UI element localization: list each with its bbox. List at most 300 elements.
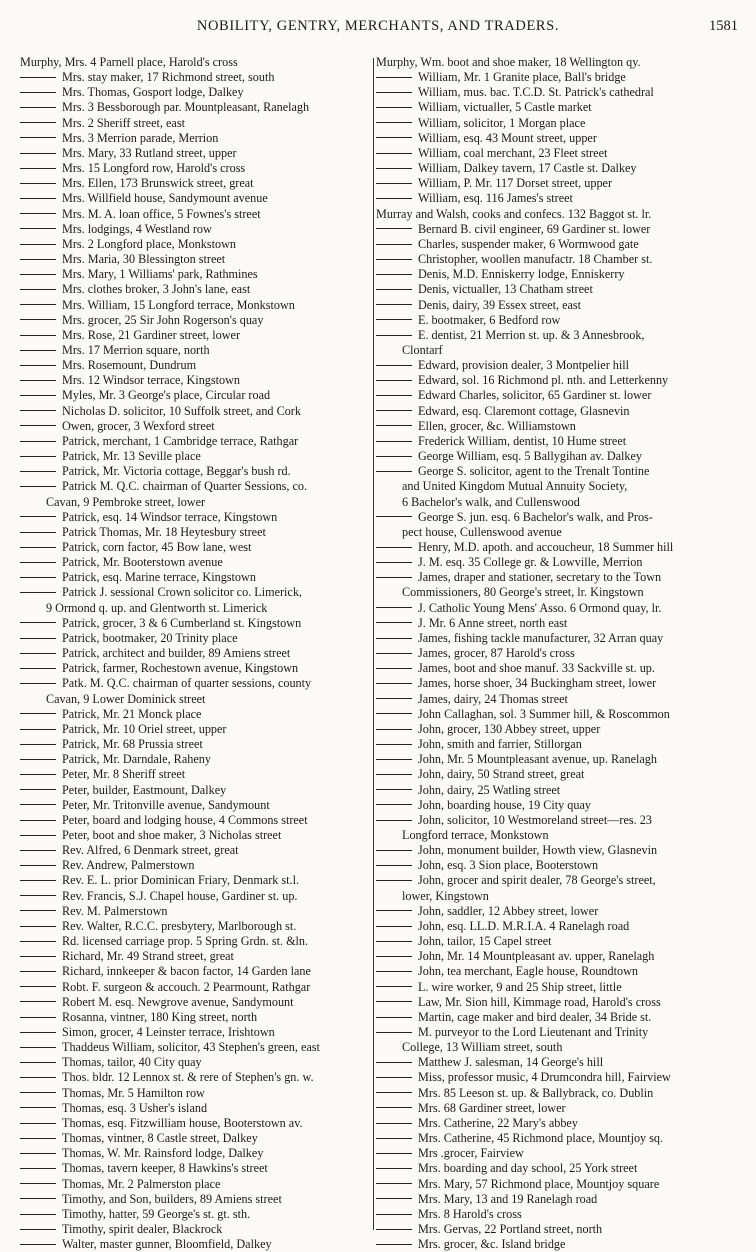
entry-text: John, Mr. 5 Mountpleasant avenue, up. Ranelagh [418, 752, 657, 767]
ditto-dash [376, 304, 412, 305]
directory-entry [376, 298, 742, 313]
directory-entry [376, 540, 742, 555]
directory-entry [20, 252, 372, 267]
ditto-dash [20, 1017, 56, 1018]
entry-text: Rd. licensed carriage prop. 5 Spring Grdn. st. &ln. [62, 934, 309, 949]
ditto-dash [20, 789, 56, 790]
directory-entry [376, 570, 742, 585]
ditto-dash [376, 562, 412, 563]
ditto-dash [20, 1244, 56, 1245]
directory-entry [376, 1070, 742, 1085]
ditto-dash [376, 319, 412, 320]
entry-text: Simon, grocer, 4 Leinster terrace, Irishtown [62, 1025, 275, 1039]
ditto-dash [376, 365, 412, 366]
entry-text: Patrick, grocer, 3 & 6 Cumberland st. Kingstown [62, 615, 302, 630]
entry-text: Mrs. Willfield house, Sandymount avenue [62, 191, 268, 206]
entry-text: Frederick William, dentist, 10 Hume street [418, 433, 627, 448]
entry-text: Rev. M. Palmerstown [62, 903, 168, 918]
ditto-dash [20, 835, 56, 836]
directory-entry [376, 282, 742, 297]
directory-entry [20, 388, 372, 403]
entry-text: Matthew J. salesman, 14 George's hill [418, 1055, 604, 1070]
entry-text: William, Dalkey tavern, 17 Castle st. Dalkey [418, 161, 637, 176]
ditto-dash [20, 471, 56, 472]
ditto-dash [376, 774, 412, 775]
ditto-dash [20, 380, 56, 381]
ditto-dash [20, 956, 56, 957]
entry-text: Murray and Walsh, cooks and confecs. 132 Baggot st. lr. [376, 206, 652, 221]
ditto-dash [20, 289, 56, 290]
entry-text: John, smith and farrier, Stillorgan [418, 737, 582, 752]
directory-entry [376, 631, 742, 646]
directory-entry [376, 1146, 742, 1161]
entry-text: Peter, board and lodging house, 4 Commons street [62, 812, 308, 827]
ditto-dash [376, 1062, 412, 1063]
directory-entry [20, 980, 372, 995]
ditto-dash [376, 865, 412, 866]
entry-text: Mrs. Mary, 57 Richmond place, Mountjoy square [418, 1176, 660, 1191]
directory-entry [20, 1146, 372, 1161]
entry-text: Patrick, corn factor, 45 Bow lane, west [62, 540, 252, 554]
entry-text: William, coal merchant, 23 Fleet street [418, 145, 608, 160]
entry-text: William, Mr. 1 Granite place, Ball's bridge [418, 70, 626, 85]
directory-entry [20, 434, 372, 449]
ditto-dash [376, 516, 412, 517]
entry-text: John, dairy, 50 Strand street, great [418, 767, 585, 782]
entry-text: Patrick Thomas, Mr. 18 Heytesbury street [62, 524, 266, 539]
entry-text: Peter, Mr. Tritonville avenue, Sandymount [62, 797, 270, 812]
entry-text: Thaddeus William, solicitor, 43 Stephen's green, east [62, 1040, 320, 1055]
directory-entry [376, 388, 742, 403]
ditto-dash [376, 1214, 412, 1215]
directory-entry [20, 828, 372, 843]
entry-text: William, victualler, 5 Castle market [418, 100, 592, 115]
entry-text: Patrick, Mr. 13 Seville place [62, 449, 201, 464]
ditto-dash [20, 365, 56, 366]
ditto-dash [20, 850, 56, 851]
entry-text: George S. solicitor, agent to the Trenalt Tontine [418, 464, 650, 479]
directory-entry [20, 1161, 372, 1176]
ditto-dash [376, 153, 412, 154]
entry-text: Thomas, tailor, 40 City quay [62, 1055, 202, 1070]
entry-text: Mrs. clothes broker, 3 John's lane, east [62, 282, 251, 297]
entry-text: Patrick, Mr. Booterstown avenue [62, 555, 223, 570]
directory-entry [376, 1010, 742, 1025]
ditto-dash [376, 1123, 412, 1124]
directory-entry [20, 585, 372, 600]
ditto-dash [376, 986, 412, 987]
directory-entry [20, 737, 372, 752]
ditto-dash [20, 137, 56, 138]
entry-continuation: College, 13 William street, south [402, 1040, 563, 1055]
ditto-dash [20, 622, 56, 623]
directory-entry [376, 161, 742, 176]
directory-entry [376, 1101, 742, 1116]
ditto-dash [376, 683, 412, 684]
entry-continuation: lower, Kingstown [402, 888, 489, 903]
ditto-dash [376, 471, 412, 472]
directory-entry [376, 237, 742, 252]
entry-text: Mrs. Thomas, Gosport lodge, Dalkey [62, 85, 244, 100]
directory-entry [20, 1086, 372, 1101]
entry-text: Timothy, spirit dealer, Blackrock [62, 1222, 223, 1237]
directory-entry [20, 1177, 372, 1192]
directory-entry [20, 767, 372, 782]
ditto-dash [20, 335, 56, 336]
directory-entry [20, 1055, 372, 1070]
entry-text: Patrick, esq. 14 Windsor terrace, Kingstown [62, 509, 278, 524]
entry-text: Mrs. lodgings, 4 Westland row [62, 221, 212, 236]
entry-text: John, esq. 3 Sion place, Booterstown [418, 858, 599, 873]
ditto-dash [20, 319, 56, 320]
entry-text: Charles, suspender maker, 6 Wormwood gate [418, 236, 639, 251]
entry-text: E. dentist, 21 Merrion st. up. & 3 Annesbrook, [418, 327, 645, 342]
directory-entry [376, 949, 742, 964]
directory-entry [376, 676, 742, 691]
directory-entry [20, 555, 372, 570]
ditto-dash [20, 926, 56, 927]
directory-entry [376, 222, 742, 237]
entry-text: M. purveyor to the Lord Lieutenant and Trinity [418, 1025, 649, 1039]
directory-entry [20, 661, 372, 676]
entry-text: Mrs. M. A. loan office, 5 Fownes's street [62, 206, 261, 221]
entry-continuation: and United Kingdom Mutual Annuity Society, [402, 479, 628, 494]
directory-entry [20, 616, 372, 631]
entry-text: Mrs. grocer, &c. Island bridge [418, 1237, 566, 1252]
directory-entry [20, 313, 372, 328]
directory-entry [20, 131, 372, 146]
entry-text: Denis, M.D. Enniskerry lodge, Enniskerry [418, 267, 625, 282]
ditto-dash [20, 395, 56, 396]
entry-continuation: Cavan, 9 Pembroke street, lower [46, 494, 206, 509]
ditto-dash [376, 1198, 412, 1199]
directory-entry [20, 1010, 372, 1025]
directory-entry [376, 767, 742, 782]
ditto-dash [20, 547, 56, 548]
entry-text: J. Mr. 6 Anne street, north east [418, 615, 568, 630]
directory-entry [376, 1222, 742, 1237]
directory-entry [376, 176, 742, 191]
entry-text: Thomas, Mr. 5 Hamilton row [62, 1085, 205, 1100]
directory-entry [376, 843, 742, 858]
entry-text: Mrs. Ellen, 173 Brunswick street, great [62, 176, 254, 191]
directory-entry [376, 191, 742, 206]
entry-text: James, dairy, 24 Thomas street [418, 691, 568, 706]
entry-text: John, Mr. 14 Mountpleasant av. upper, Ranelagh [418, 949, 655, 964]
entry-text: Rosanna, vintner, 180 King street, north [62, 1009, 258, 1024]
directory-entry [20, 798, 372, 813]
entry-continuation: Commissioners, 80 George's street, lr. Kingstown [402, 585, 644, 600]
ditto-dash [376, 137, 412, 138]
entry-text: Richard, innkeeper & bacon factor, 14 Garden lane [62, 964, 311, 979]
directory-entry [376, 1177, 742, 1192]
ditto-dash [376, 547, 412, 548]
ditto-dash [376, 789, 412, 790]
entry-text: Rev. Francis, S.J. Chapel house, Gardiner st. up. [62, 888, 298, 903]
entry-text: Thomas, esq. 3 Usher's island [62, 1100, 208, 1115]
entry-text: Henry, M.D. apoth. and accoucheur, 18 Summer hill [418, 540, 674, 554]
ditto-dash [376, 926, 412, 927]
entry-text: L. wire worker, 9 and 25 Ship street, little [418, 979, 622, 994]
entry-text: Owen, grocer, 3 Wexford street [62, 418, 215, 433]
ditto-dash [376, 1032, 412, 1033]
ditto-dash [20, 153, 56, 154]
entry-text: Mrs. Catherine, 45 Richmond place, Mountjoy sq. [418, 1131, 664, 1146]
ditto-dash [20, 456, 56, 457]
directory-entry [20, 813, 372, 828]
ditto-dash [376, 850, 412, 851]
entry-text: Edward, sol. 16 Richmond pl. nth. and Letterkenny [418, 373, 669, 388]
ditto-dash [20, 259, 56, 260]
directory-entry [376, 1025, 742, 1040]
entry-text: Mrs. Gervas, 22 Portland street, north [418, 1222, 603, 1237]
entry-text: Rev. E. L. prior Dominican Friary, Denmark st.l. [62, 873, 300, 888]
directory-entry [20, 222, 372, 237]
ditto-dash [376, 759, 412, 760]
ditto-dash [20, 744, 56, 745]
directory-entry [20, 464, 372, 479]
directory-entry [20, 904, 372, 919]
directory-entry [376, 873, 742, 888]
entry-text: Mrs. 2 Sheriff street, east [62, 115, 185, 130]
ditto-dash [20, 122, 56, 123]
ditto-dash [376, 1153, 412, 1154]
entry-text: Thomas, vintner, 8 Castle street, Dalkey [62, 1131, 258, 1146]
directory-entry [376, 146, 742, 161]
entry-continuation: 6 Bachelor's walk, and Cullenswood [402, 494, 580, 509]
ditto-dash [20, 1198, 56, 1199]
directory-entry [20, 191, 372, 206]
ditto-dash [376, 941, 412, 942]
ditto-dash [20, 77, 56, 78]
ditto-dash [376, 425, 412, 426]
entry-continuation: Clontarf [402, 342, 443, 357]
ditto-dash [20, 183, 56, 184]
entry-text: Mrs. 12 Windsor terrace, Kingstown [62, 373, 241, 388]
page-header [0, 18, 756, 40]
ditto-dash [376, 668, 412, 669]
directory-entry [376, 267, 742, 282]
ditto-dash [20, 1032, 56, 1033]
entry-text: Thomas, W. Mr. Rainsford lodge, Dalkey [62, 1146, 264, 1161]
ditto-dash [20, 168, 56, 169]
directory-entry [20, 146, 372, 161]
entry-text: Mrs .grocer, Fairview [418, 1146, 524, 1161]
ditto-dash [20, 1092, 56, 1093]
ditto-dash [376, 380, 412, 381]
directory-entry [20, 207, 372, 222]
ditto-dash [20, 577, 56, 578]
directory-entry [376, 207, 742, 222]
directory-entry [376, 328, 742, 343]
directory-entry [20, 343, 372, 358]
entry-text: Ellen, grocer, &c. Williamstown [418, 418, 576, 433]
directory-entry [376, 1192, 742, 1207]
entry-text: John, dairy, 25 Watling street [418, 782, 561, 797]
ditto-dash [20, 274, 56, 275]
entry-text: Thomas, esq. Fitzwilliam house, Booterstown av. [62, 1115, 303, 1130]
ditto-dash [20, 653, 56, 654]
directory-entry [376, 904, 742, 919]
entry-continuation: pect house, Cullenswood avenue [402, 524, 562, 539]
entry-text: Mrs. 3 Merrion parade, Merrion [62, 130, 219, 145]
ditto-dash [376, 410, 412, 411]
directory-entry [376, 313, 742, 328]
entry-text: Patrick, Mr. Darndale, Raheny [62, 752, 211, 767]
ditto-dash [20, 441, 56, 442]
directory-entry [20, 70, 372, 85]
ditto-dash [376, 577, 412, 578]
ditto-dash [20, 92, 56, 93]
directory-entry [376, 692, 742, 707]
ditto-dash [20, 516, 56, 517]
entry-text: William, solicitor, 1 Morgan place [418, 115, 586, 130]
ditto-dash [20, 880, 56, 881]
ditto-dash [376, 713, 412, 714]
ditto-dash [376, 607, 412, 608]
directory-entry [20, 1207, 372, 1222]
entry-text: Edward Charles, solicitor, 65 Gardiner st. lower [418, 388, 652, 403]
directory-entry [20, 1131, 372, 1146]
left-column [20, 55, 372, 1252]
ditto-dash [20, 1183, 56, 1184]
entry-text: John, monument builder, Howth view, Glasnevin [418, 843, 658, 858]
ditto-dash [20, 1153, 56, 1154]
entry-text: Denis, dairy, 39 Essex street, east [418, 297, 582, 312]
entry-text: Mrs. Maria, 30 Blessington street [62, 252, 226, 267]
ditto-dash [20, 1214, 56, 1215]
ditto-dash [20, 562, 56, 563]
ditto-dash [20, 941, 56, 942]
ditto-dash [20, 1123, 56, 1124]
directory-entry [376, 358, 742, 373]
entry-text: Rev. Andrew, Palmerstown [62, 858, 195, 873]
entry-text: William, mus. bac. T.C.D. St. Patrick's cathedral [418, 85, 654, 100]
ditto-dash [20, 213, 56, 214]
entry-text: Patrick, esq. Marine terrace, Kingstown [62, 570, 256, 585]
directory-entry [376, 555, 742, 570]
entry-text: E. bootmaker, 6 Bedford row [418, 312, 561, 327]
ditto-dash [376, 77, 412, 78]
directory-entry [376, 934, 742, 949]
entry-text: Mrs. 17 Merrion square, north [62, 342, 210, 357]
directory-entry [376, 858, 742, 873]
entry-text: Mrs. Mary, 13 and 19 Ranelagh road [418, 1191, 598, 1206]
directory-entry [20, 570, 372, 585]
directory-entry [20, 934, 372, 949]
directory-entry [376, 995, 742, 1010]
directory-entry [20, 843, 372, 858]
entry-text: James, draper and stationer, secretary to the Town [418, 570, 662, 585]
ditto-dash [376, 638, 412, 639]
ditto-dash [376, 183, 412, 184]
entry-text: Robt. F. surgeon & accouch. 2 Pearmount, Rathgar [62, 979, 311, 994]
directory-entry [20, 282, 372, 297]
directory-entry [376, 85, 742, 100]
directory-entry [376, 449, 742, 464]
ditto-dash [20, 1229, 56, 1230]
ditto-dash [376, 228, 412, 229]
ditto-dash [376, 1138, 412, 1139]
directory-entry [20, 100, 372, 115]
entry-continuation: 9 Ormond q. up. and Glentworth st. Limerick [46, 600, 268, 615]
directory-entry [376, 616, 742, 631]
directory-entry [376, 707, 742, 722]
ditto-dash [20, 410, 56, 411]
directory-entry [20, 707, 372, 722]
ditto-dash [376, 274, 412, 275]
ditto-dash [376, 1017, 412, 1018]
directory-entry [20, 328, 372, 343]
directory-entry [376, 1131, 742, 1146]
entry-text: William, esq. 43 Mount street, upper [418, 130, 597, 145]
directory-entry [20, 964, 372, 979]
ditto-dash [376, 910, 412, 911]
entry-text: J. M. esq. 35 College gr. & Lowville, Merrion [418, 555, 643, 570]
entry-text: Mrs. Mary, 33 Rutland street, upper [62, 145, 237, 160]
entry-text: John, tailor, 15 Capel street [418, 934, 552, 949]
entry-text: Patk. M. Q.C. chairman of quarter sessions, county [62, 676, 312, 691]
entry-text: Martin, cage maker and bird dealer, 34 Bride st. [418, 1009, 652, 1024]
ditto-dash [376, 1168, 412, 1169]
ditto-dash [376, 880, 412, 881]
ditto-dash [376, 1077, 412, 1078]
entry-text: Christopher, woollen manufactr. 18 Chamber st. [418, 252, 653, 267]
entry-text: George S. jun. esq. 6 Bachelor's walk, and Pros- [418, 509, 653, 524]
directory-entry [20, 510, 372, 525]
entry-text: J. Catholic Young Mens' Asso. 6 Ormond quay, lr. [418, 600, 662, 615]
entry-text: Mrs. Rose, 21 Gardiner street, lower [62, 327, 241, 342]
ditto-dash [376, 168, 412, 169]
entry-text: James, grocer, 87 Harold's cross [418, 646, 575, 661]
directory-entry [376, 646, 742, 661]
entry-continuation: Longford terrace, Monkstown [402, 827, 549, 842]
directory-entry [20, 873, 372, 888]
entry-text: Richard, Mr. 49 Strand street, great [62, 949, 234, 964]
entry-text: John Callaghan, sol. 3 Summer hill, & Roscommon [418, 706, 670, 721]
directory-entry [20, 298, 372, 313]
ditto-dash [20, 1062, 56, 1063]
directory-entry [20, 1040, 372, 1055]
ditto-dash [20, 244, 56, 245]
directory-entry [20, 55, 372, 70]
entry-text: Bernard B. civil engineer, 69 Gardiner st. lower [418, 221, 651, 236]
entry-text: John, esq. LL.D. M.R.I.A. 4 Ranelagh road [418, 918, 630, 933]
entry-text: Patrick J. sessional Crown solicitor co. Limerick, [62, 585, 302, 600]
directory-entry [376, 100, 742, 115]
entry-text: Rev. Alfred, 6 Denmark street, great [62, 843, 239, 858]
directory-entry [376, 722, 742, 737]
directory-entry [376, 1116, 742, 1131]
entry-text: Peter, builder, Eastmount, Dalkey [62, 782, 227, 797]
entry-text: George William, esq. 5 Ballygihan av. Dalkey [418, 449, 643, 464]
directory-entry [376, 252, 742, 267]
ditto-dash [20, 668, 56, 669]
ditto-dash [20, 107, 56, 108]
directory-entry [376, 1237, 742, 1252]
directory-entry [20, 525, 372, 540]
ditto-dash [20, 1107, 56, 1108]
ditto-dash [376, 92, 412, 93]
entry-text: Patrick, Mr. 68 Prussia street [62, 737, 203, 752]
page-number: 1581 [709, 18, 738, 34]
directory-entry [20, 237, 372, 252]
ditto-dash [376, 820, 412, 821]
entry-text: Thos. bldr. 12 Lennox st. & rere of Stephen's gn. w. [62, 1070, 314, 1085]
entry-text: William, P. Mr. 117 Dorset street, upper [418, 176, 613, 191]
entry-text: Patrick, Mr. 10 Oriel street, upper [62, 721, 227, 736]
ditto-dash [376, 289, 412, 290]
